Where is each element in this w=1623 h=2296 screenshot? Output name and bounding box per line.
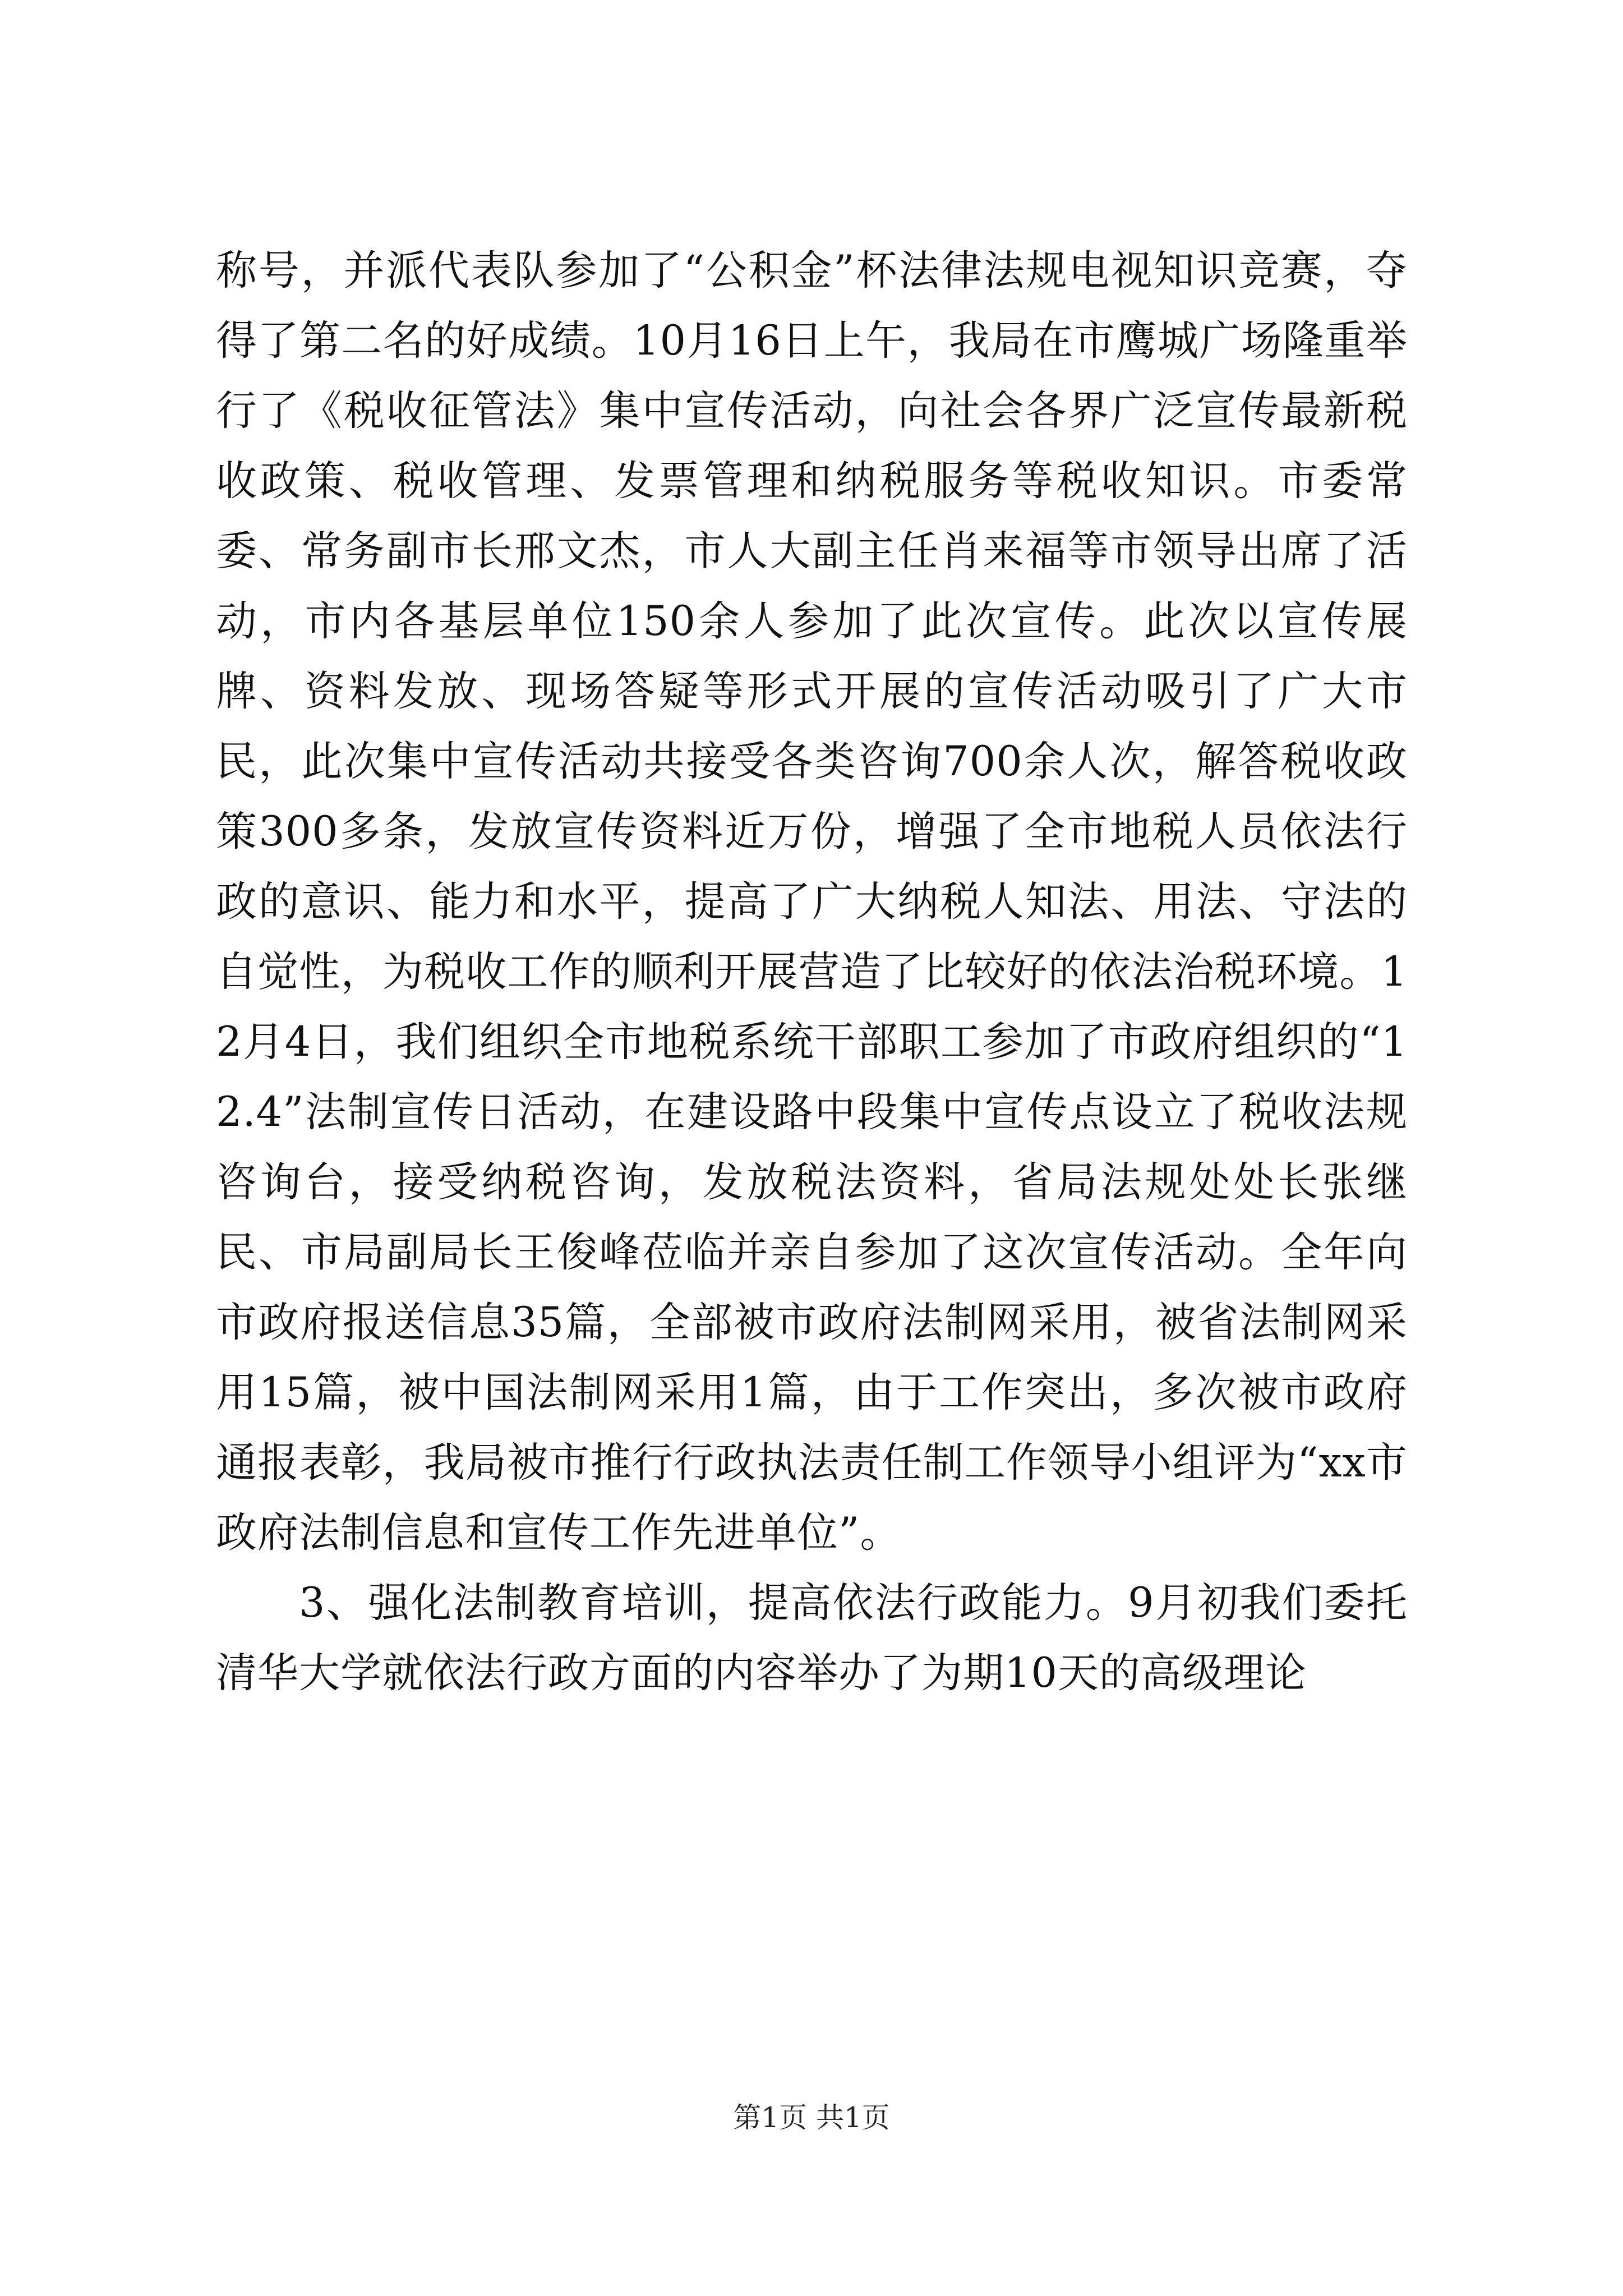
- document-body: [216, 236, 1408, 1708]
- page-footer: 第1页 共1页: [733, 2101, 890, 2134]
- paragraph-item-3: 3、强化法制教育培训，提高依法行政能力。9月初我们委托清华大学就依法行政方面的内容举办了为期10天的高级理论: [216, 1579, 1408, 1697]
- paragraph-continuation: 称号，并派代表队参加了“公积金”杯法律法规电视知识竞赛，夺得了第二名的好成绩。10月16日上午，我局在市鹰城广场隆重举行了《税收征管法》集中宣传活动，向社会各界广泛宣传最新税收政策、税收管理、发票管理和纳税服务等税收知识。市委常委、常务副市长邢文杰，市人大副主任肖来福等市领导出席了活动，市内各基层单位150余人参加了此次宣传。此次以宣传展牌、资料发放、现场答疑等形式开展的宣传活动吸引了广大市民，此次集中宣传活动共接受各类咨询700余人次，解答税收政策300多条，发放宣传资料近万份，增强了全市地税人员依法行政的意识、能力和水平，提高了广大纳税人知法、用法、守法的自觉性，为税收工作的顺利开展营造了比较好的依法治税环境。12月4日，我们组织全市地税系统干部职工参加了市政府组织的“12.4”法制宣传日活动，在建设路中段集中宣传点设立了税收法规咨询台，接受纳税咨询，发放税法资料，省局法规处处长张继民、市局副局长王俊峰莅临并亲自参加了这次宣传活动。全年向市政府报送信息35篇，全部被市政府法制网采用，被省法制网采用15篇，被中国法制网采用1篇，由于工作突出，多次被市政府通报表彰，我局被市推行行政执法责任制工作领导小组评为“xx市政府法制信息和宣传工作先进单位”。: [216, 247, 1408, 1557]
